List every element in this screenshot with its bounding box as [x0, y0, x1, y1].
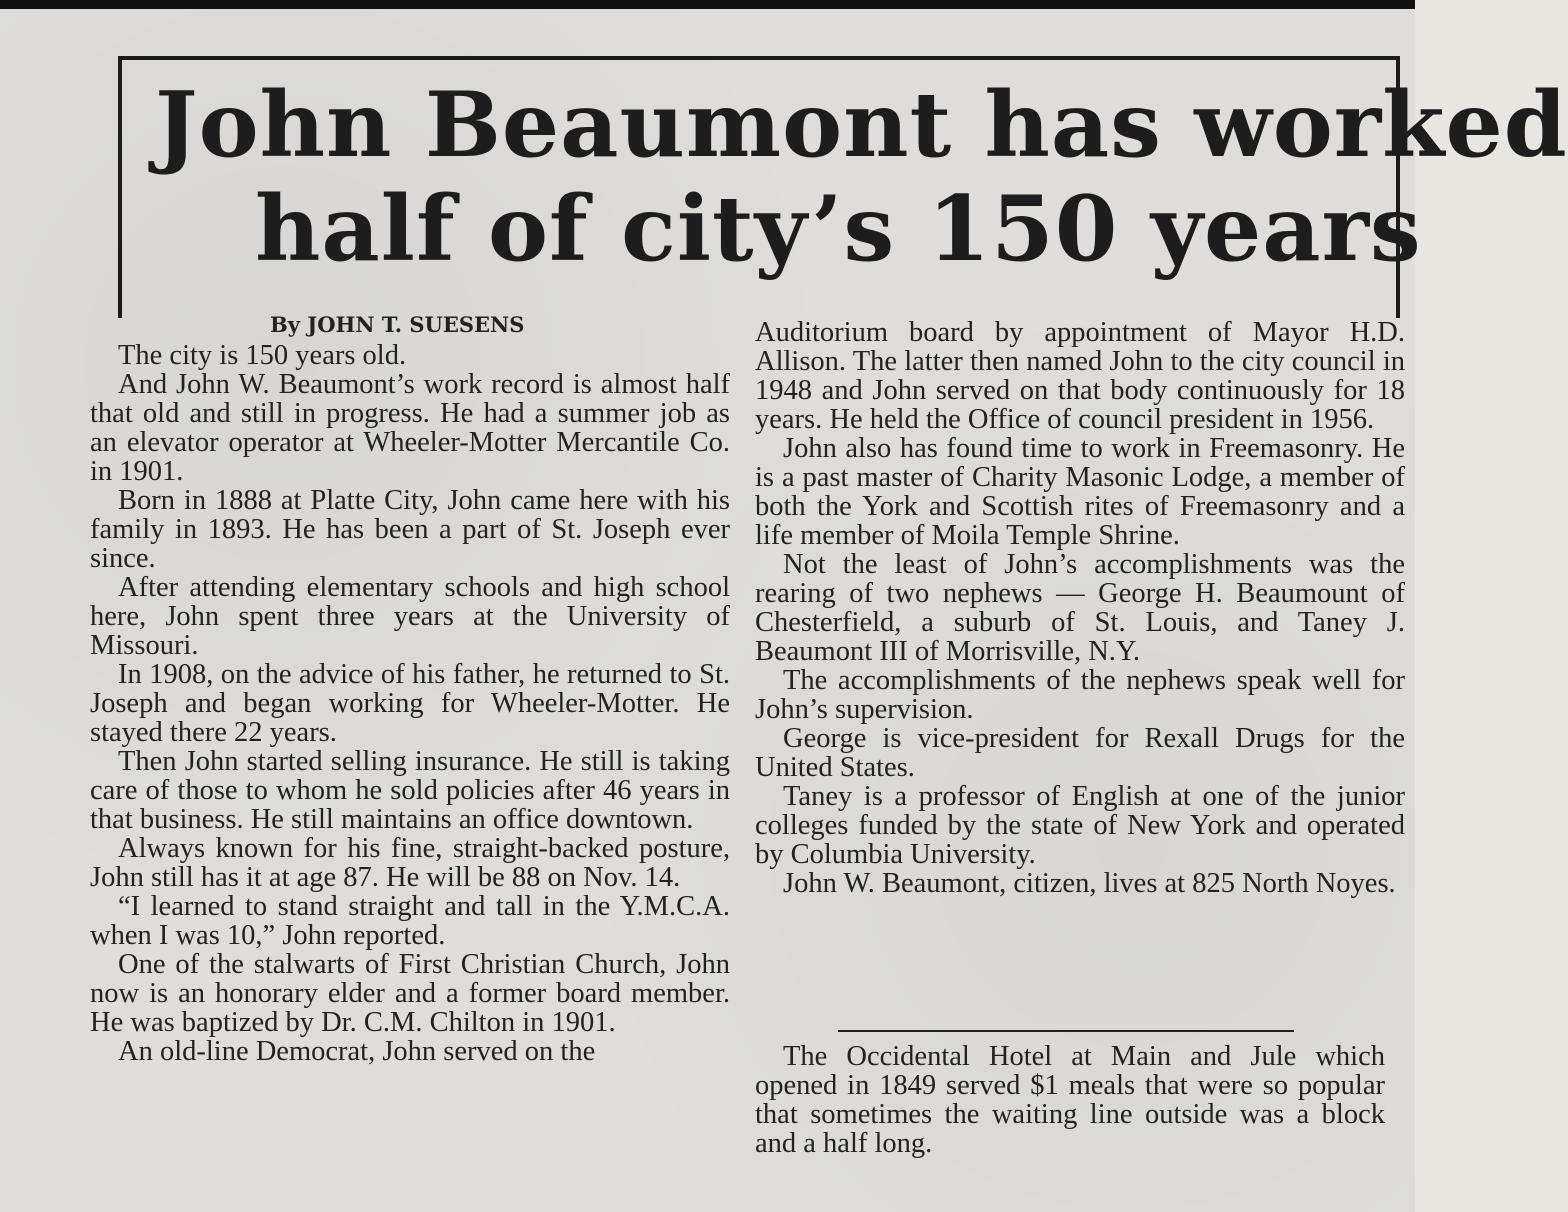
article-paragraph: Always known for his fine, straight-backed posture, John still has it at age 87. He will be 88 on Nov. 14.	[90, 833, 730, 893]
byline: By JOHN T. SUESENS	[270, 312, 525, 337]
article-paragraph: John W. Beaumont, citizen, lives at 825 North Noyes.	[783, 868, 1396, 899]
article-paragraph: George is vice-president for Rexall Drugs for the United States.	[755, 723, 1405, 783]
headline-line-1: John Beaumont has worked	[155, 72, 1568, 178]
article-column-left	[90, 312, 730, 1066]
article-paragraph: Taney is a professor of English at one of the junior colleges funded by the state of New York and operated by Columbia University.	[755, 781, 1405, 870]
section-divider	[838, 1030, 1294, 1032]
article-column-right	[755, 318, 1405, 898]
filler-paragraph: The Occidental Hotel at Main and Jule which opened in 1849 served $1 meals that were so popular that sometimes the waiting line outside was a block and a half long.	[755, 1041, 1385, 1159]
article-paragraph: Auditorium board by appointment of Mayor H.D. Allison. The latter then named John to the city council in 1948 and John served on that body continuously for 18 years. He held the Office of council president in 1956.	[755, 317, 1405, 435]
article-paragraph: “I learned to stand straight and tall in the Y.M.C.A. when I was 10,” John reported.	[90, 891, 730, 951]
article-paragraph: Born in 1888 at Platte City, John came here with his family in 1893. He has been a part of St. Joseph ever since.	[90, 485, 730, 574]
filler-item	[755, 1042, 1385, 1158]
article-paragraph: John also has found time to work in Freemasonry. He is a past master of Charity Masonic Lodge, a member of both the York and Scottish rites of Freemasonry and a life member of Moila Temple Shrine.	[755, 433, 1405, 551]
article-paragraph: The accomplishments of the nephews speak well for John’s supervision.	[755, 665, 1405, 725]
scan-edge	[0, 0, 1415, 9]
article-paragraph: After attending elementary schools and high school here, John spent three years at the University of Missouri.	[90, 572, 730, 661]
article-paragraph: The city is 150 years old.	[118, 340, 407, 371]
article-paragraph: Then John started selling insurance. He still is taking care of those to whom he sold policies after 46 years in that business. He still maintains an office downtown.	[90, 746, 730, 835]
article-paragraph: One of the stalwarts of First Christian Church, John now is an honorary elder and a former board member. He was baptized by Dr. C.M. Chilton in 1901.	[90, 949, 730, 1038]
article-paragraph: In 1908, on the advice of his father, he returned to St. Joseph and began working for Wheeler-Motter. He stayed there 22 years.	[90, 659, 730, 748]
headline-line-2: half of city’s 150 years	[255, 176, 1422, 282]
article-paragraph: And John W. Beaumont’s work record is almost half that old and still in progress. He had a summer job as an elevator operator at Wheeler-Motter Mercantile Co. in 1901.	[90, 369, 730, 487]
article-paragraph: An old-line Democrat, John served on the	[118, 1036, 596, 1067]
article-paragraph: Not the least of John’s accomplishments was the rearing of two nephews — George H. Beaumount of Chesterfield, a suburb of St. Louis, and Taney J. Beaumont III of Morrisville, N.Y.	[755, 549, 1405, 667]
